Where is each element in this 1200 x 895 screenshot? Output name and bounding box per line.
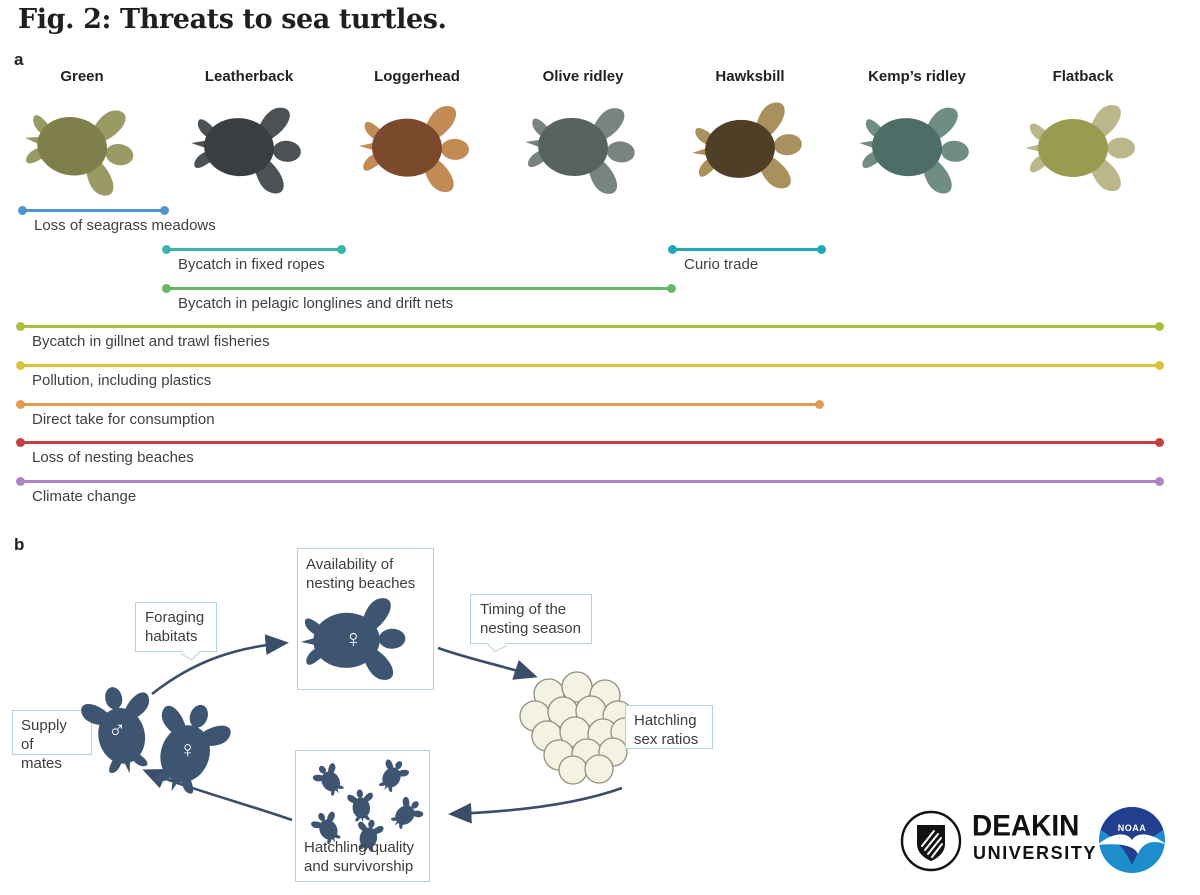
hatchling-box-label: [304, 838, 414, 876]
hatchling-quality-box: [295, 750, 430, 882]
threat-bar-curio-trade: [672, 248, 822, 251]
male-symbol: ♂: [108, 717, 126, 744]
nesting-box-label-line2: nesting beaches: [306, 575, 416, 593]
panel-a-label: a: [14, 50, 24, 69]
turtle-illustration-flatback: [1023, 98, 1143, 198]
hatchling-line2: and survivorship: [304, 857, 414, 875]
threat-label: Bycatch in gillnet and trawl fisheries: [32, 333, 270, 350]
turtle-illustration-hawksbill: [686, 93, 814, 203]
timing-nesting-season-bubble: [470, 594, 592, 644]
threat-bar-seagrass: [22, 209, 165, 212]
noaa-logo-text: NOAA: [1117, 823, 1147, 833]
nesting-box-label-line1: Availability of: [306, 556, 394, 573]
threat-label: Loss of nesting beaches: [32, 449, 194, 466]
species-name-olive-ridley: Olive ridley: [542, 68, 624, 85]
turtle-illustration-loggerhead: [355, 96, 478, 200]
species-name-green: Green: [60, 68, 104, 85]
deakin-logo-emblem: [898, 806, 968, 876]
timing-line2: nesting season: [480, 620, 581, 638]
female-symbol: ♀: [344, 625, 363, 653]
timing-line1: Timing of the: [480, 601, 567, 618]
foraging-habitats-bubble: [135, 602, 217, 652]
foraging-line2: habitats: [145, 628, 198, 646]
sex-ratios-line1: Hatchling: [634, 712, 697, 729]
mates-line2: mates: [21, 755, 62, 773]
threat-bar-climate: [20, 480, 1160, 483]
threat-label: Pollution, including plastics: [32, 372, 212, 389]
threat-label: Direct take for consumption: [32, 411, 215, 428]
female-symbol: ♀: [179, 736, 197, 762]
figure-title: Fig. 2: Threats to sea turtles.: [18, 4, 447, 35]
threat-label: Bycatch in fixed ropes: [178, 256, 325, 273]
turtle-illustration-leatherback: [185, 93, 313, 203]
species-name-loggerhead: Loggerhead: [374, 68, 460, 85]
noaa-logo: [1097, 805, 1167, 875]
species-name-leatherback: Leatherback: [204, 68, 294, 85]
egg-cluster: [515, 670, 643, 788]
threat-bar-nesting-beaches: [20, 441, 1160, 444]
turtle-illustration-kemps-ridley: [853, 93, 981, 203]
threat-label: Climate change: [32, 488, 137, 505]
turtle-illustration-olive-ridley: [518, 92, 648, 204]
species-name-flatback: Flatback: [1052, 68, 1114, 85]
sex-ratios-line2: sex ratios: [634, 731, 699, 749]
panel-b-label: b: [14, 535, 25, 554]
hatchling-sex-ratios-box: [625, 705, 713, 749]
hatchling-line1: Hatchling quality: [304, 838, 415, 856]
hatchling-turtle: [384, 790, 431, 837]
species-name-kemps-ridley: Kemp’s ridley: [868, 68, 966, 85]
turtle-illustration-green: [14, 88, 150, 207]
species-name-hawksbill: Hawksbill: [715, 68, 785, 85]
threat-bar-gillnet: [20, 325, 1160, 328]
threat-bar-pollution: [20, 364, 1160, 367]
foraging-line1: Foraging: [145, 609, 205, 626]
deakin-logo-subtext: UNIVERSITY: [973, 843, 1098, 863]
threat-label: Curio trade: [684, 256, 759, 273]
threat-label: Bycatch in pelagic longlines and drift nets: [178, 295, 454, 312]
threat-bar-direct-take: [20, 403, 820, 406]
mates-line1: Supply of: [21, 717, 67, 754]
arrow-eggs-to-hatchlings: [452, 788, 622, 814]
threat-bar-fixed-ropes: [166, 248, 342, 251]
threat-label: Loss of seagrass meadows: [34, 217, 216, 234]
threat-bar-longlines: [166, 287, 672, 290]
deakin-logo-text: DEAKIN: [972, 809, 1080, 842]
